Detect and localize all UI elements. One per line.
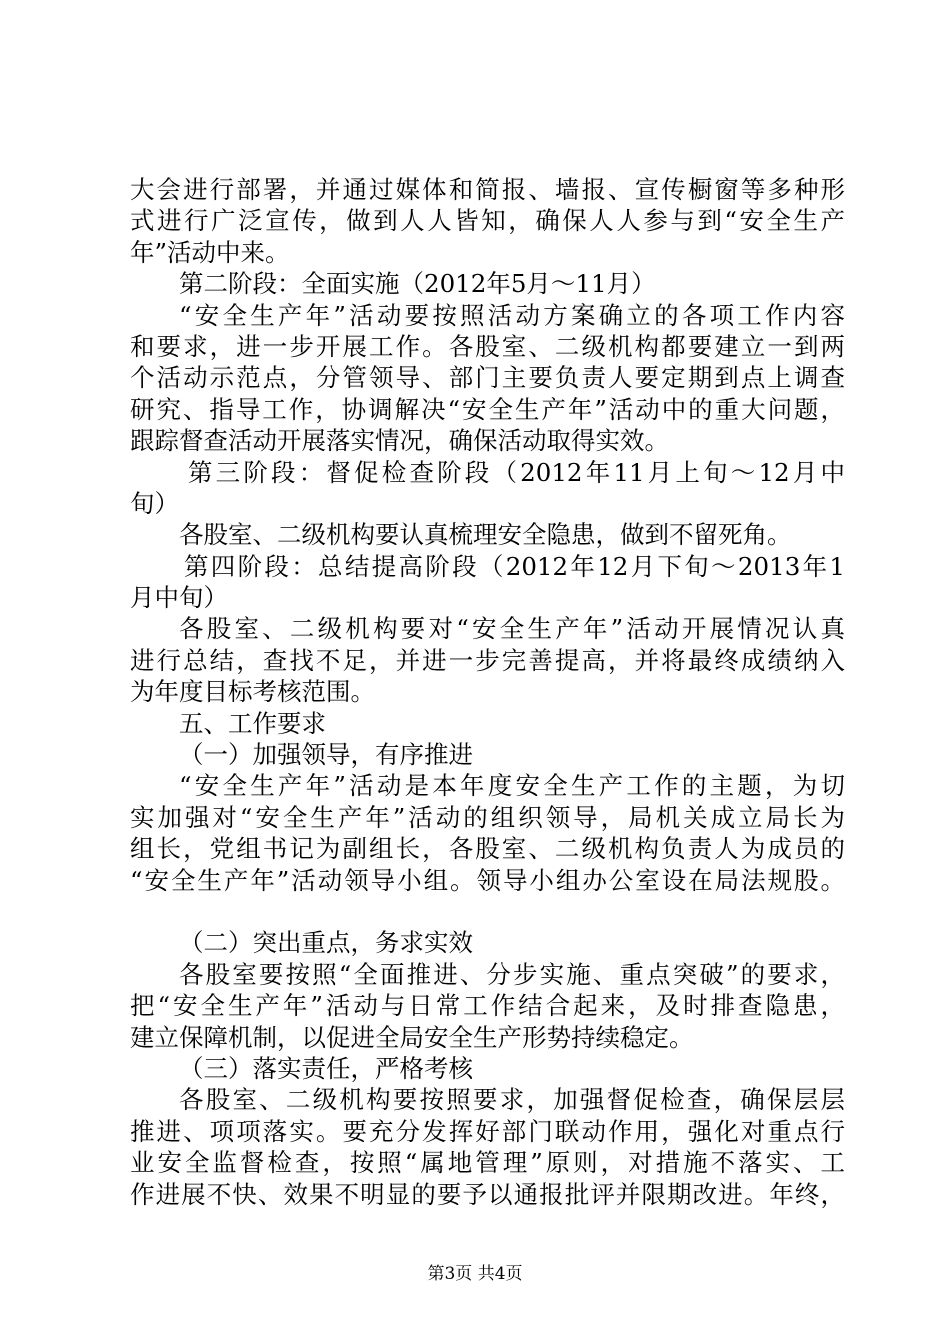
text-line: 跟踪督查活动开展落实情况，确保活动取得实效。 bbox=[130, 426, 669, 456]
subsection-heading: （三）落实责任，严格考核 bbox=[179, 1053, 473, 1083]
section-heading: 五、工作要求 bbox=[179, 708, 326, 738]
text-line: “安全生产年”活动是本年度安全生产工作的主题，为切 bbox=[179, 771, 845, 801]
subsection-heading: （二）突出重点，务求实效 bbox=[179, 928, 473, 958]
text-line: 各股室要按照“全面推进、分步实施、重点突破”的要求， bbox=[179, 959, 845, 989]
text-line: 各股室、二级机构要对“安全生产年”活动开展情况认真 bbox=[179, 614, 845, 644]
text-line: “安全生产年”活动领导小组。领导小组办公室设在局法规股。 bbox=[130, 865, 845, 895]
text-line: 研究、指导工作，协调解决“安全生产年”活动中的重大问题， bbox=[130, 394, 845, 424]
text-line: 个活动示范点，分管领导、部门主要负责人要定期到点上调查 bbox=[130, 363, 845, 393]
text-line: 旬） bbox=[130, 488, 179, 518]
text-line: 实加强对“安全生产年”活动的组织领导，局机关成立局长为 bbox=[130, 802, 845, 832]
text-line: 进行总结，查找不足，并进一步完善提高，并将最终成绩纳入 bbox=[130, 645, 845, 675]
text-line: 建立保障机制，以促进全局安全生产形势持续稳定。 bbox=[130, 1022, 694, 1052]
text-line: 把“安全生产年”活动与日常工作结合起来，及时排查隐患， bbox=[130, 991, 845, 1021]
text-line: 作进展不快、效果不明显的要予以通报批评并限期改进。年终， bbox=[130, 1179, 845, 1209]
text-line: 式进行广泛宣传，做到人人皆知，确保人人参与到“安全生产 bbox=[130, 206, 845, 236]
text-line: 第二阶段：全面实施（2012年5月～11月） bbox=[179, 269, 656, 299]
text-line: 业安全监督检查，按照“属地管理”原则，对措施不落实、工 bbox=[130, 1148, 845, 1178]
text-line: 和要求，进一步开展工作。各股室、二级机构都要建立一到两 bbox=[130, 331, 845, 361]
text-line: “安全生产年”活动要按照活动方案确立的各项工作内容 bbox=[179, 300, 845, 330]
text-line: 第四阶段：总结提高阶段（2012年12月下旬～2013年1 bbox=[184, 551, 845, 581]
text-line: 各股室、二级机构要认真梳理安全隐患，做到不留死角。 bbox=[179, 520, 792, 550]
text-line: 组长，党组书记为副组长，各股室、二级机构负责人为成员的 bbox=[130, 834, 845, 864]
text-line: 第三阶段：督促检查阶段（2012年11月上旬～12月中 bbox=[188, 457, 845, 487]
text-line: 年”活动中来。 bbox=[130, 237, 290, 267]
page-number: 第3页 共4页 bbox=[427, 1264, 523, 1284]
text-line: 各股室、二级机构要按照要求，加强督促检查，确保层层 bbox=[179, 1085, 845, 1115]
text-line: 为年度目标考核范围。 bbox=[130, 677, 375, 707]
text-line: 大会进行部署，并通过媒体和简报、墙报、宣传橱窗等多种形 bbox=[130, 175, 845, 204]
document-body bbox=[130, 174, 845, 1210]
subsection-heading: （一）加强领导，有序推进 bbox=[179, 740, 473, 770]
text-line: 月中旬） bbox=[130, 583, 228, 613]
text-line: 推进、项项落实。要充分发挥好部门联动作用，强化对重点行 bbox=[130, 1116, 845, 1146]
blank-line bbox=[130, 896, 845, 927]
